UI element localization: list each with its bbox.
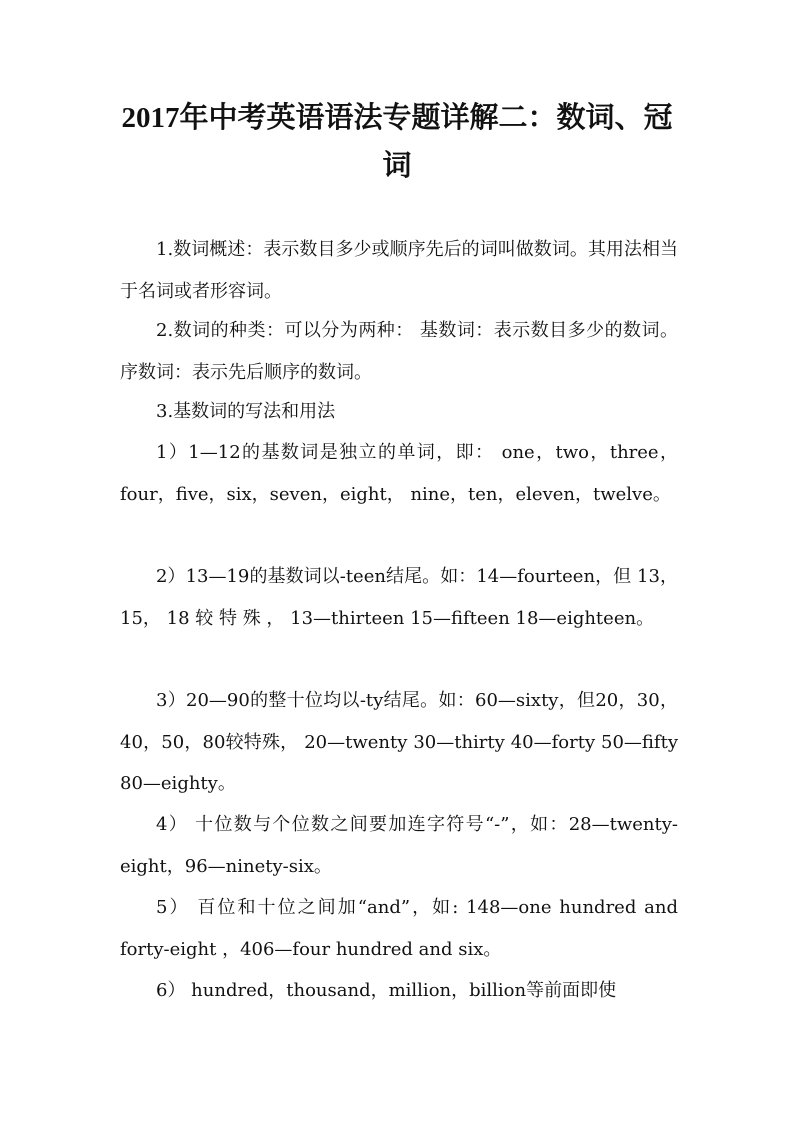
paragraph-rule-4: 4） 十位数与个位数之间要加连字符号“-”，如：28—twenty-eight，96—ninety-six。 — [120, 814, 678, 877]
paragraph-rule-5: 5） 百位和十位之间加“and”，如: 148—one hundred and forty-eight ，406—four hundred and six。 — [120, 897, 678, 960]
paragraph-rule-6: 6） hundred，thousand，million，billion等前面即使 — [156, 980, 617, 1001]
paragraph-numeral-types: 2.数词的种类：可以分为两种： 基数词：表示数目多少的数词。序数词：表示先后顺序的数词。 — [120, 320, 678, 383]
paragraph-rule-3: 3）20—90的整十位均以-ty结尾。如：60—sixty，但20，30，40，50，80较特殊， 20—twenty 30—thirty 40—forty 50—fifty 80—eighty。 — [120, 690, 678, 794]
document-title: 2017年中考英语语法专题详解二：数词、冠词 — [121, 102, 673, 182]
paragraph-cardinal-heading: 3.基数词的写法和用法 — [156, 401, 336, 422]
paragraph-rule-2: 2）13—19的基数词以-teen结尾。如：14—fourteen，但 13， 15， 18 较 特 殊 ， 13—thirteen 15—fifteen 18—eighteen。 — [120, 566, 678, 629]
paragraph-numeral-overview: 1.数词概述：表示数目多少或顺序先后的词叫做数词。其用法相当于名词或者形容词。 — [120, 239, 678, 302]
paragraph-rule-1: 1）1—12的基数词是独立的单词，即： one，two，three，four，five，six，seven，eight， nine，ten，eleven，twelve。 — [120, 442, 678, 505]
